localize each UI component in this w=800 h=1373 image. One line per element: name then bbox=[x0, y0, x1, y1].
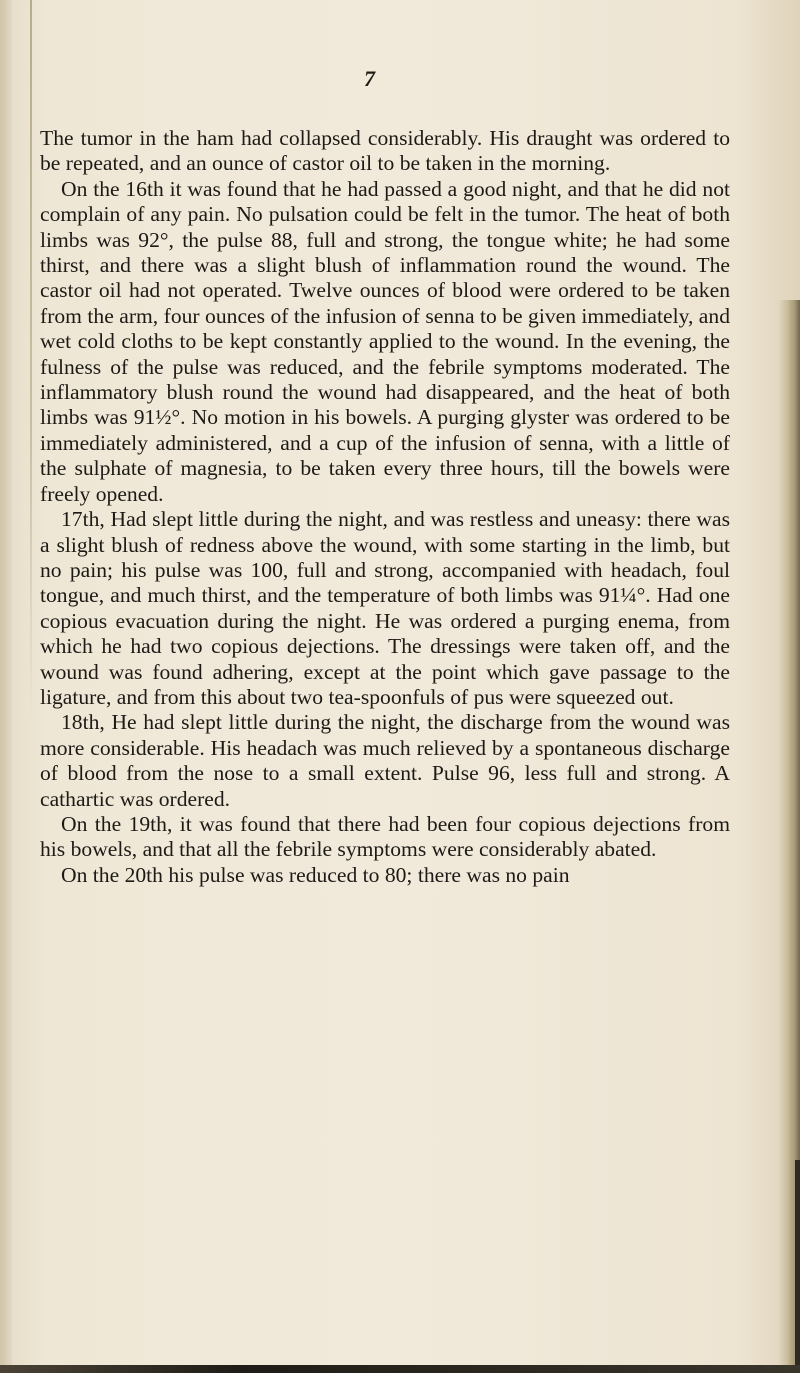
paragraph-2: On the 16th it was found that he had passed a good night, and that he did not complain of any pain. No pulsation could be felt in the tumor. The heat of both limbs was 92°, the pulse 88, full and strong, the tongue white; he had some thirst, and there was a slight blush of inflammation round the wound. The castor oil had not operated. Twelve ounces of blood were ordered to be taken from the arm, four ounces of the infusion of senna to be given immediately, and wet cold cloths to be kept constantly applied to the wound. In the evening, the fulness of the pulse was reduced, and the febrile symptoms moderated. The inflammatory blush round the wound had disappeared, and the heat of both limbs was 91½°. No motion in his bowels. A purging glyster was ordered to be immediately administered, and a cup of the infusion of senna, with a little of the sulphate of magnesia, to be taken every three hours, till the bowels were freely opened. bbox=[40, 176, 730, 506]
page-binding-shadow bbox=[0, 0, 12, 1373]
page-body bbox=[40, 126, 730, 888]
page-number: 7 bbox=[364, 66, 376, 91]
bottom-edge-bar bbox=[0, 1365, 800, 1373]
paragraph-3: 17th, Had slept little during the night, and was restless and uneasy: there was a slight blush of redness above the wound, with some starting in the limb, but no pain; his pulse was 100, full and strong, accompanied with headach, foul tongue, and much thirst, and the temperature of both limbs was 91¼°. Had one copious evacuation during the night. He was ordered a purging enema, from which he had two copious dejections. The dressings were taken off, and the wound was found adhering, except at the point which gave passage to the ligature, and from this about two tea-spoonfuls of pus were squeezed out. bbox=[40, 507, 730, 709]
page-edge-dark bbox=[795, 1160, 800, 1373]
paragraph-6: On the 20th his pulse was reduced to 80; there was no pain bbox=[61, 862, 570, 887]
paragraph-4: 18th, He had slept little during the night, the discharge from the wound was more considerable. His headach was much relieved by a spontaneous discharge of blood from the nose to a small extent. Pulse 96, less full and strong. A cathartic was ordered. bbox=[40, 710, 730, 811]
left-margin-rule bbox=[30, 0, 32, 720]
paragraph-5: On the 19th, it was found that there had been four copious dejections from his bowels, and that all the febrile symptoms were considerably abated. bbox=[40, 811, 730, 862]
paragraph-1: The tumor in the ham had collapsed considerably. His draught was ordered to be repeated, and an ounce of castor oil to be taken in the morning. bbox=[40, 126, 730, 176]
